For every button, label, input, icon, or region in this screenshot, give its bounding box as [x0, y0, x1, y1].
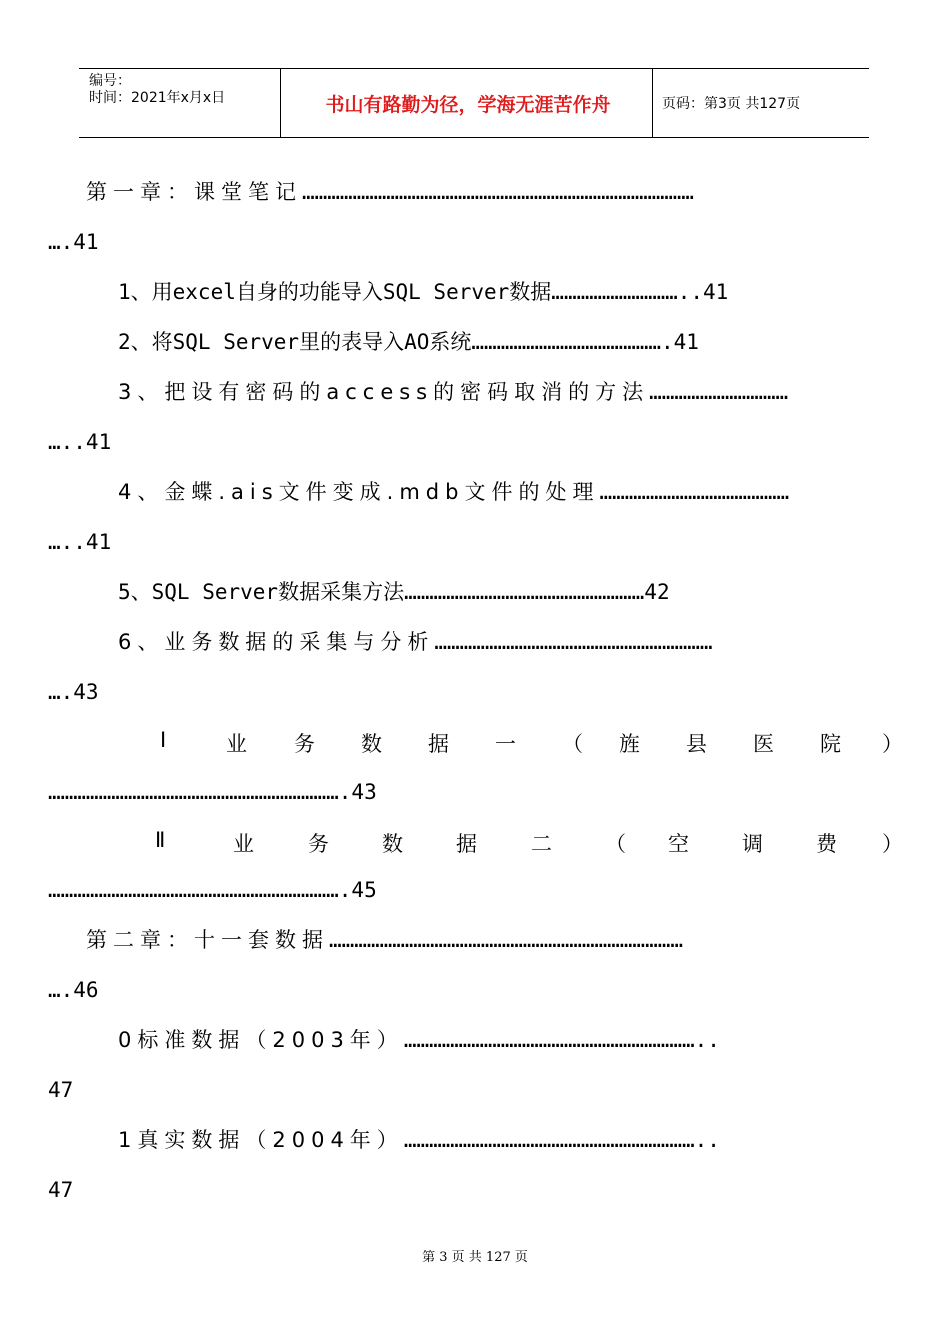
number-label: 编号： — [89, 73, 131, 89]
toc-char: 费 — [816, 832, 837, 856]
toc-leader: ………………………………………. — [471, 330, 674, 354]
page-header — [79, 68, 869, 138]
toc-dataset-0[interactable] — [118, 1026, 913, 1054]
toc-title: 1真实数据（2004年） — [118, 1128, 404, 1152]
toc-leader: …………………………………………………………….. — [403, 1128, 720, 1152]
toc-chapter-1[interactable] — [86, 178, 906, 206]
toc-leader: …………………………………………………………….. — [403, 1028, 720, 1052]
toc-title: 第一章：课堂笔记 — [86, 180, 302, 204]
time-label: 时间：2021年x月x日 — [89, 90, 226, 106]
toc-char: 据 — [456, 832, 477, 856]
toc-leader: ………………………………………………………… — [434, 630, 713, 654]
toc-char: Ⅱ — [155, 828, 166, 852]
toc-char: （ — [605, 832, 626, 856]
toc-leader: ………………………………………………………………………… — [329, 928, 684, 952]
toc-page-number: 47 — [48, 1178, 74, 1202]
toc-char: Ⅰ — [160, 728, 167, 752]
toc-leader: …………………………… — [649, 380, 789, 404]
toc-char: （ — [562, 732, 583, 756]
page-indicator: 页码：第3页 共127页 — [662, 96, 801, 112]
toc-title: 3、把设有密码的access的密码取消的方法 — [118, 380, 650, 404]
toc-leader: ………………………….. — [551, 280, 704, 304]
toc-leader: ……………………………………… — [599, 480, 790, 504]
toc-char: 数 — [361, 732, 382, 756]
toc-dataset-1[interactable] — [118, 1126, 913, 1154]
toc-leader: ………………………………………………… — [404, 580, 645, 604]
toc-page-number: …………………………………………………………….45 — [48, 878, 377, 902]
toc-char: 县 — [686, 732, 707, 756]
toc-chapter-2[interactable] — [86, 926, 906, 954]
toc-title: 4、金蝶.ais文件变成.mdb文件的处理 — [118, 480, 600, 504]
toc-char: 旌 — [619, 732, 640, 756]
toc-char: 务 — [308, 832, 329, 856]
toc-item-6[interactable] — [118, 628, 908, 656]
toc-page-number: 41 — [673, 330, 699, 354]
toc-title: 0标准数据（2003年） — [118, 1028, 404, 1052]
toc-char: 业 — [233, 832, 254, 856]
toc-char: ） — [882, 832, 903, 856]
toc-subitem-2[interactable] — [0, 828, 950, 856]
toc-char: 院 — [820, 732, 841, 756]
header-info — [89, 73, 225, 107]
toc-item-2[interactable] — [118, 328, 699, 356]
toc-page-number: 41 — [703, 280, 729, 304]
toc-item-4[interactable] — [118, 478, 908, 506]
toc-char: 空 — [668, 832, 689, 856]
motto: 书山有路勤为径，学海无涯苦作舟 — [325, 93, 611, 116]
toc-page-number: ….46 — [48, 978, 99, 1002]
toc-subitem-1[interactable] — [0, 728, 950, 756]
toc-page-number: 47 — [48, 1078, 74, 1102]
toc-item-3[interactable] — [118, 378, 908, 406]
toc-char: 务 — [294, 732, 315, 756]
toc-title: 2、将SQL Server里的表导入AO系统 — [118, 330, 472, 354]
toc-item-5[interactable] — [118, 578, 670, 606]
toc-char: 调 — [742, 832, 763, 856]
toc-char: 据 — [428, 732, 449, 756]
toc-page-number: 42 — [644, 580, 670, 604]
toc-title: 5、SQL Server数据采集方法 — [118, 580, 405, 604]
toc-char: 数 — [382, 832, 403, 856]
header-divider — [280, 69, 281, 137]
toc-title: 1、用excel自身的功能导入SQL Server数据 — [118, 280, 552, 304]
toc-title: 6、业务数据的采集与分析 — [118, 630, 435, 654]
header-divider — [652, 69, 653, 137]
page-footer: 第 3 页 共 127 页 — [422, 1250, 528, 1265]
toc-char: 二 — [531, 832, 552, 856]
toc-char: ） — [882, 732, 903, 756]
toc-page-number: …………………………………………………………….43 — [48, 780, 377, 804]
toc-leader: ………………………………………………………………………………… — [302, 180, 694, 204]
toc-char: 医 — [753, 732, 774, 756]
toc-page-number: …..41 — [48, 530, 112, 554]
toc-char: 业 — [226, 732, 247, 756]
toc-title: 第二章：十一套数据 — [86, 928, 329, 952]
toc-item-1[interactable] — [118, 278, 728, 306]
toc-page-number: ….41 — [48, 230, 99, 254]
toc-page-number: …..41 — [48, 430, 112, 454]
toc-page-number: ….43 — [48, 680, 99, 704]
toc-char: 一 — [495, 732, 516, 756]
